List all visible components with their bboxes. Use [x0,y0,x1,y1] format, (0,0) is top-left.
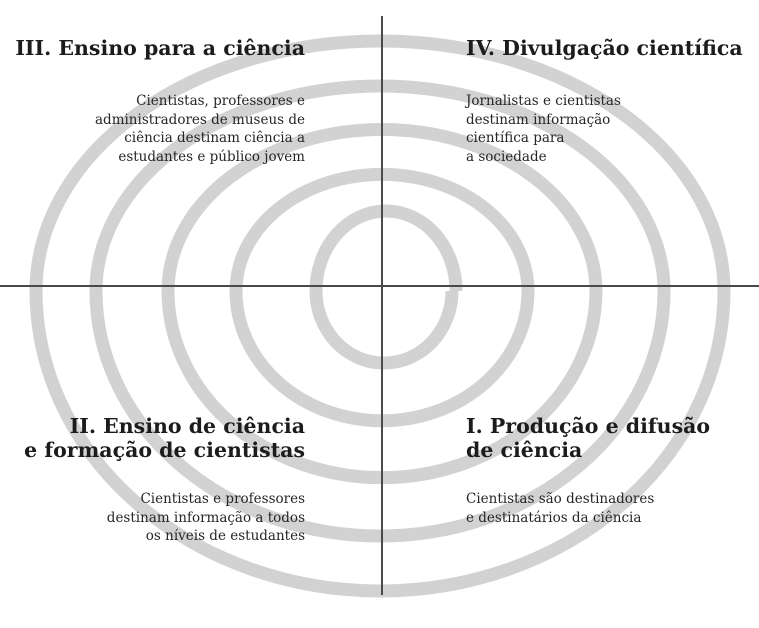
quadrant-iii-description: Cientistas, professores e administradores de museus de ciência destinam ciência a estudantes e público jovem [95,93,305,165]
quadrant-iii-title: III. Ensino para a ciência [15,36,305,60]
quadrant-ii-title: II. Ensino de ciência e formação de cientistas [24,414,305,462]
quadrant-iv-title: IV. Divulgação científica [466,36,743,60]
quadrant-i-description: Cientistas são destinadores e destinatários da ciência [466,491,655,526]
quadrant-ii-description: Cientistas e professores destinam informação a todos os níveis de estudantes [106,491,305,544]
quadrant-iv-description: Jornalistas e cientistas destinam informação científica para a sociedade [466,93,621,165]
quadrant-i-title: I. Produção e difusão de ciência [466,414,711,462]
